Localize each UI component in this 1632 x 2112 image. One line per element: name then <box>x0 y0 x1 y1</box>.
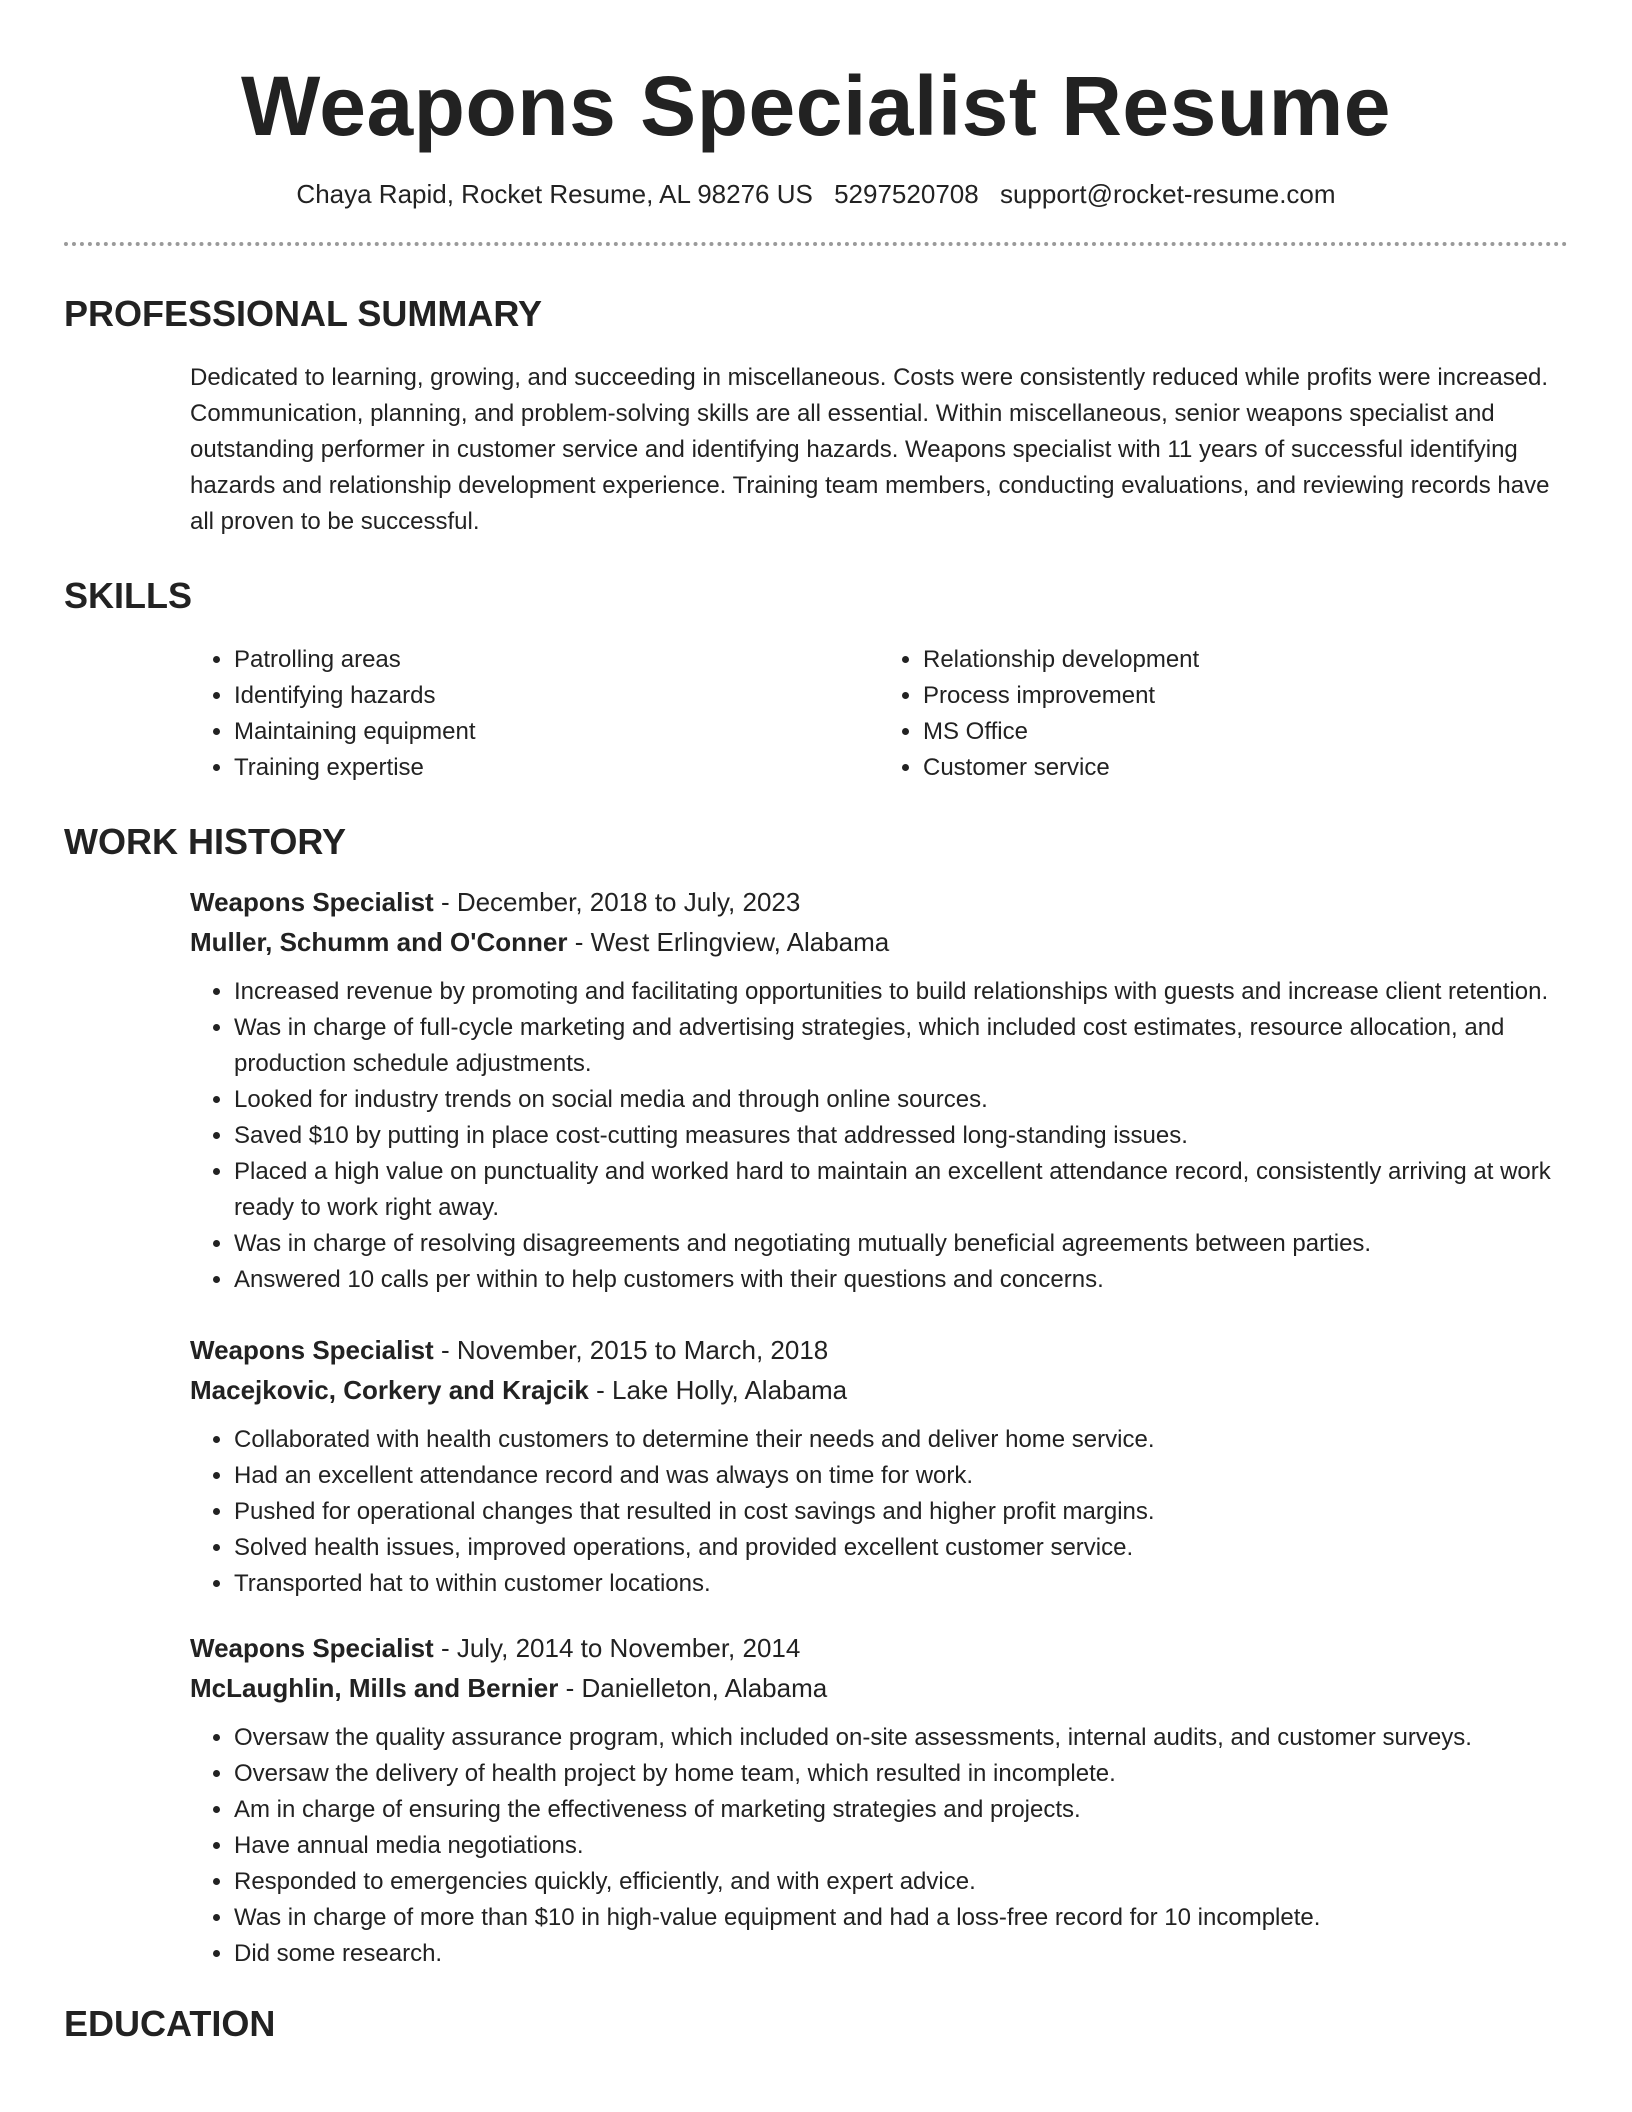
job-title-line <box>190 1330 1568 1370</box>
job-bullet: • Am in charge of ensuring the effectiveness of marketing strategies and projects. <box>234 1792 1568 1828</box>
job-bullet: • Solved health issues, improved operations, and provided excellent customer service. <box>234 1530 1568 1566</box>
job-location: - Danielleton, Alabama <box>558 1673 828 1703</box>
contact-email: support@rocket-resume.com <box>999 179 1336 209</box>
job-company-line <box>190 922 1568 962</box>
job-bullet: • Was in charge of more than $10 in high-value equipment and had a loss-free record for 10 incomplete. <box>234 1900 1568 1936</box>
job-bullet: • Collaborated with health customers to determine their needs and deliver home service. <box>234 1422 1568 1458</box>
job-bullet: • Placed a high value on punctuality and worked hard to maintain an excellent attendance record, consistently arriving at work ready to work right away. <box>234 1154 1568 1226</box>
skill-item: • Process improvement <box>923 678 1568 714</box>
header-divider <box>64 242 1568 246</box>
job-company-line <box>190 1370 1568 1410</box>
skill-item: • Maintaining equipment <box>234 714 879 750</box>
job-bullets <box>190 1422 1568 1602</box>
job-bullets-wrap <box>190 1720 1568 1972</box>
job-bullet: • Have annual media negotiations. <box>234 1828 1568 1864</box>
job-title: Weapons Specialist <box>190 1335 434 1365</box>
job-company: McLaughlin, Mills and Bernier <box>190 1673 559 1703</box>
job-bullet: • Did some research. <box>234 1936 1568 1972</box>
job-bullet: • Looked for industry trends on social media and through online sources. <box>234 1082 1568 1118</box>
job-dates: - December, 2018 to July, 2023 <box>433 887 801 917</box>
job-entry <box>190 1330 1568 1410</box>
job-company: Muller, Schumm and O'Conner <box>190 927 568 957</box>
job-company-line <box>190 1668 1568 1708</box>
resume-page <box>64 0 1568 2046</box>
skill-item: • Customer service <box>923 750 1568 786</box>
contact-phone: 5297520708 <box>834 179 979 209</box>
contact-line <box>64 176 1568 212</box>
job-bullet: • Was in charge of full-cycle marketing and advertising strategies, which included cost estimates, resource allocation, and production schedule adjustments. <box>234 1010 1568 1082</box>
job-bullet: • Had an excellent attendance record and was always on time for work. <box>234 1458 1568 1494</box>
job-location: - Lake Holly, Alabama <box>588 1375 848 1405</box>
job-title-line <box>190 882 1568 922</box>
skills-column-right <box>879 642 1568 786</box>
summary-text: Dedicated to learning, growing, and succeeding in miscellaneous. Costs were consistently reduced while profits were increased. Communication, planning, and problem-solving skills are all essential. Within miscellaneous, senior weapons specialist and outstanding performer in customer service and identifying hazards. Weapons specialist with 11 years of successful identifying hazards and relationship development experience. Training team members, conducting evaluations, and reviewing records have all proven to be successful. <box>190 364 1550 535</box>
job-location: - West Erlingview, Alabama <box>567 927 890 957</box>
job-bullet: • Increased revenue by promoting and facilitating opportunities to build relationships with guests and increase client retention. <box>234 974 1568 1010</box>
skills-column-left <box>190 642 879 786</box>
summary-heading: PROFESSIONAL SUMMARY <box>64 293 543 334</box>
skill-item: • Relationship development <box>923 642 1568 678</box>
skills-heading: SKILLS <box>64 575 193 616</box>
job-bullet: • Answered 10 calls per within to help customers with their questions and concerns. <box>234 1262 1568 1298</box>
job-bullet: • Pushed for operational changes that resulted in cost savings and higher profit margins. <box>234 1494 1568 1530</box>
job-title: Weapons Specialist <box>190 887 434 917</box>
job-company: Macejkovic, Corkery and Krajcik <box>190 1375 589 1405</box>
job-entry <box>190 1628 1568 1708</box>
job-entry <box>190 882 1568 962</box>
job-bullet: • Saved $10 by putting in place cost-cutting measures that addressed long-standing issues. <box>234 1118 1568 1154</box>
job-bullet: • Oversaw the quality assurance program, which included on-site assessments, internal audits, and customer surveys. <box>234 1720 1568 1756</box>
contact-address: Chaya Rapid, Rocket Resume, AL 98276 US <box>296 179 813 209</box>
job-bullet: • Was in charge of resolving disagreements and negotiating mutually beneficial agreements between parties. <box>234 1226 1568 1262</box>
job-dates: - November, 2015 to March, 2018 <box>433 1335 829 1365</box>
job-bullets <box>190 1720 1568 1972</box>
skills-list <box>190 642 1568 786</box>
skill-item: • MS Office <box>923 714 1568 750</box>
job-title: Weapons Specialist <box>190 1633 434 1663</box>
skill-item: • Training expertise <box>234 750 879 786</box>
job-bullets <box>190 974 1568 1298</box>
job-bullet: • Responded to emergencies quickly, efficiently, and with expert advice. <box>234 1864 1568 1900</box>
work-history-heading: WORK HISTORY <box>64 821 347 862</box>
job-bullet: • Transported hat to within customer locations. <box>234 1566 1568 1602</box>
job-title-line <box>190 1628 1568 1668</box>
job-bullet: • Oversaw the delivery of health project by home team, which resulted in incomplete. <box>234 1756 1568 1792</box>
job-dates: - July, 2014 to November, 2014 <box>433 1633 801 1663</box>
job-bullets-wrap <box>190 974 1568 1298</box>
skill-item: • Identifying hazards <box>234 678 879 714</box>
skill-item: • Patrolling areas <box>234 642 879 678</box>
job-bullets-wrap <box>190 1422 1568 1602</box>
resume-title: Weapons Specialist Resume <box>240 59 1392 153</box>
education-heading: EDUCATION <box>64 2003 276 2044</box>
